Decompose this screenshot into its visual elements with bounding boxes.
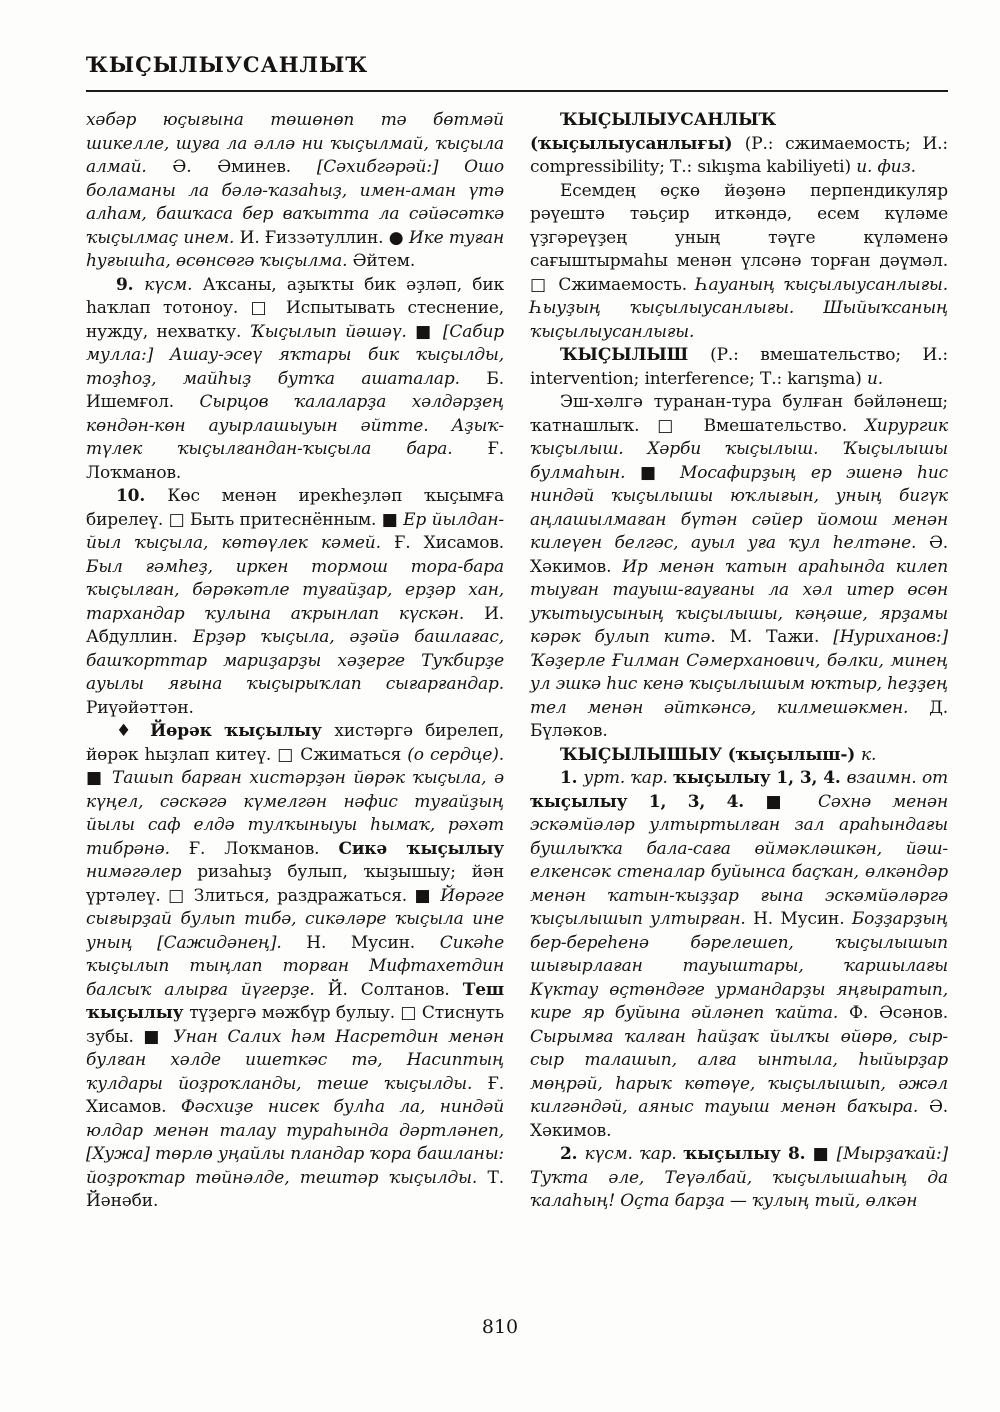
- text-run: Ерҙәр ҡыҫыла, әҙәйә башлағас, башҡорттар мариҙарҙы хәҙерге Туҡбирҙе ауылы яғына ҡыҫырыҡлап сығарғандар.: [86, 627, 504, 694]
- text-run: (Р.: вмешательство; И.: intervention; interference; Т.: karışma): [530, 345, 948, 389]
- text-run: Ҡыҫылып йәшәү.: [249, 321, 416, 342]
- text-run: [Сабир мулла:] Ашау-эсеү яҡтары бик ҡыҫылды, тоҙһоҙ, майһыҙ бутҡа ашаталар.: [86, 321, 504, 389]
- dictionary-paragraph: [530, 767, 948, 1143]
- text-run: күсм. ҡар.: [584, 1144, 684, 1164]
- text-run: ■: [812, 1144, 837, 1164]
- text-run: Боҙҙарҙың бер-береһенә бәрелешеп, ҡыҫылышып шығырлаған тауыштары, ҡаршылағы Күктау өҫтөндәге урмандарҙы яңғыратып, кире яр буйына әйләнеп ҡайта.: [530, 909, 948, 1023]
- text-run: Йөрәге сығырҙай булып тибә, сикәләре ҡыҫыла ине уның [Сажидәнең].: [86, 885, 504, 953]
- text-run: и.: [866, 368, 884, 389]
- text-run: Эш-хәлгә туранан-тура булған бәйләнеш; ҡатнашлыҡ. □ Вмешательство.: [530, 392, 948, 436]
- text-run: Көс менән ирекһеҙләп ҡыҫымға бирелеү. □ Быть притеснённым. ■: [86, 486, 504, 530]
- text-run: 9.: [116, 274, 145, 295]
- text-run: (о сердце).: [407, 744, 504, 765]
- text-run: Йөрәк ҡыҫылыу: [150, 721, 335, 741]
- text-run: Сәхнә менән эскәмйәләр ултыртылған зал араһындағы бушлыҡҡа бала-саға өймәкләшкән, йәш-елкенсәк стеналар буйынса баҫҡан, өлкәндәр менән ҡатын-ҡыҙҙар ғына эскәмйәләргә ҡыҫылышып ултырған.: [530, 791, 948, 929]
- right-column: [530, 109, 948, 1309]
- text-run: хистәргә бирелеп, йөрәк һыҙлап китеү. □ Сжиматься: [86, 721, 504, 765]
- text-run: [Мырҙаҡай:] Туҡта әле, Теүәлбай, ҡыҫылышаһың да ҡалаһың! Оҫта барҙа — ҡулың тый, өлкән: [530, 1144, 948, 1211]
- dictionary-paragraph: [530, 391, 948, 744]
- text-run: И. Абдуллин.: [86, 603, 504, 647]
- text-run: Ташып барған хистәрҙән йөрәк ҡыҫыла, ә күңел, сәскәгә күмелгән нәфис туғайҙың йылы саф елдә тулҡыныуы һымаҡ, рәхәт тибрәнә.: [86, 768, 504, 859]
- text-run: ■: [765, 791, 819, 812]
- text-run: Ә. Хәкимов.: [530, 533, 948, 577]
- text-run: ризаһыҙ булып, ҡыҙышыу; йән үртәлеү. □ Злиться, раздражаться. ■: [86, 862, 505, 906]
- text-run: Ике туған һуғышһа, өсөнсөгә ҡыҫылма.: [86, 227, 504, 271]
- text-run: ♦: [116, 721, 151, 741]
- text-run: [Нуриханов:] Ҡәҙерле Ғилман Сәмерханович, бәлки, минең ул эшкә һис кенә ҡыҫылышым юҡтыр, һеҙҙең тел менән әйткәнсә, килмешәкмен.: [530, 627, 948, 718]
- page-number: 810: [481, 1316, 519, 1338]
- text-run: түҙергә мәжбүр булыу. □ Стиснуть зубы. ■: [86, 1003, 504, 1047]
- text-run: ҠЫҪЫЛЫУСАНЛЫҠ (ҡыҫылыусанлығы): [530, 110, 776, 154]
- text-run: к.: [860, 744, 877, 765]
- text-run: Фәсхиҙе нисек булһа ла, ниндәй юлдар менән талау тураһында дәртләнеп, [Хужа] төрлө уңайлы пландар ҡора башланы: йоҙроҡтар төйнәлде, тештәр ҡыҫылды.: [86, 1097, 504, 1188]
- text-run: взаимн. от: [846, 768, 948, 788]
- header-rule: [86, 90, 948, 92]
- text-run: ҠЫҪЫЛЫШ: [560, 345, 711, 365]
- text-run: ■: [415, 321, 443, 342]
- text-run: Т. Йәнәби.: [86, 1167, 504, 1211]
- text-run: Сикә ҡыҫылыу: [338, 838, 504, 859]
- text-run: Есемдең өҫкө йөҙөнә перпендикуляр рәүештә тәьҫир иткәндә, есем күләме үҙгәреүҙең уның тәүге күләменә сағыштырмаһы менән үлсәнә торған дәүмәл. □ Сжимаемость.: [530, 180, 948, 295]
- text-run: Һауаның ҡыҫылыусанлығы. Һыуҙың ҡыҫылыусанлығы. Шыйыҡсаның ҡыҫылыусанлығы.: [530, 274, 948, 342]
- text-run: М. Тажи.: [729, 627, 834, 647]
- dictionary-paragraph: [530, 109, 948, 180]
- text-columns: [86, 109, 948, 1309]
- dictionary-paragraph: [86, 720, 504, 1214]
- text-run: урт. ҡар.: [583, 768, 674, 788]
- text-run: Ер йылдан-йыл ҡыҫыла, көтөүлек кәмей.: [86, 509, 504, 553]
- text-run: ҠЫҪЫЛЫШЫУ (ҡыҫылыш-): [560, 744, 861, 765]
- text-run: Д. Бүләков.: [530, 697, 948, 741]
- text-run: Ғ. Лоҡманов.: [86, 439, 504, 483]
- text-run: Ғ. Хисамов.: [86, 1073, 504, 1117]
- text-run: 10.: [116, 486, 168, 506]
- text-run: Хирургик ҡыҫылыш. Хәрби ҡыҫылыш. Ҡыҫылышы булмаһын.: [530, 415, 948, 483]
- text-run: Риүәйәттән.: [86, 697, 194, 718]
- text-run: күсм.: [144, 274, 203, 295]
- text-run: И. Ғиззәтуллин. ●: [239, 227, 409, 248]
- text-run: [Сәхибгәрәй:] Ошо боламаны ла бәлә-ҡазаһыҙ, имен-аман үтә алһам, башҡаса бер ваҡытта ла сәйәсәткә ҡыҫылмаҫ инем.: [86, 157, 504, 248]
- text-run: ҡыҫылыу 1, 3, 4.: [530, 791, 766, 812]
- text-run: ■: [86, 768, 112, 788]
- text-run: Был ғәмһеҙ, иркен тормош тора-бара ҡыҫылған, бәрәкәтле туғайҙар, ерҙәр хан, тархандар ҡулына аҡрынлап күскән.: [86, 556, 504, 624]
- dictionary-paragraph: [86, 274, 504, 486]
- text-run: Сикәһе ҡыҫылып тыңлап торған Мифтахетдин балсыҡ алырға йүгерҙе.: [86, 932, 504, 1000]
- text-run: ҡыҫылыу 8.: [683, 1144, 813, 1164]
- text-run: Теш ҡыҫылыу: [86, 979, 504, 1023]
- dictionary-paragraph: [530, 744, 948, 768]
- text-run: ҡыҫылыу 1, 3, 4.: [673, 768, 847, 788]
- text-run: Сырымға ҡалған һайҙаҡ йылҡы өйөрө, сыр-сыр талашып, алға ынтыла, һыйырҙар мөңрәй, һарыҡ көтөүе, ҡыҫылышып, әжәл килгәндәй, аяныс тауыш менән баҡыра.: [530, 1026, 948, 1117]
- text-run: Ғ. Хисамов.: [394, 533, 505, 553]
- text-run: Ә. Хәкимов.: [530, 1097, 948, 1141]
- text-run: Н. Мусин.: [753, 909, 852, 929]
- text-run: Ғ. Лоҡманов.: [188, 838, 339, 859]
- text-run: Й. Солтанов.: [327, 979, 463, 1000]
- dictionary-paragraph: [86, 109, 504, 274]
- text-run: Ә. Әминев.: [172, 157, 317, 177]
- text-run: Әйтем.: [352, 251, 416, 271]
- text-run: Сырцов ҡалаларҙа хәлдәрҙең көндән-көн ауырлашыуын әйтте. Аҙыҡ-түлек ҡыҫылғандан-ҡыҫыла бара.: [86, 392, 504, 459]
- dictionary-paragraph: [530, 180, 948, 345]
- text-run: Ф. Әсәнов.: [848, 1003, 948, 1023]
- text-run: нимәгәлер: [86, 862, 198, 882]
- text-run: и. физ.: [856, 157, 916, 177]
- text-run: хәбәр юҫығына төшөнөп тә бөтмәй шикелле, шуға ла әллә ни ҡыҫылмай, ҡыҫыла алмай.: [86, 110, 504, 177]
- text-run: Аҡсаны, аҙыҡты бик әҙләп, бик һаҡлап тотоноу. □ Испытывать стеснение, нужду, нехватку.: [86, 274, 504, 342]
- text-run: (Р.: сжимаемость; И.: compressibility; Т.: sıkışma kabiliyeti): [530, 133, 948, 177]
- dictionary-paragraph: [530, 344, 948, 391]
- text-run: Мосафирҙың ер эшенә һис ниндәй ҡыҫылышы юҡлығын, уның бигүк аңлашылмаған бүтән сәйер йомош менән килеүен белгәс, ауыл уға ҡул һелтәне.: [530, 462, 948, 553]
- dictionary-paragraph: [530, 1143, 948, 1214]
- text-run: 2.: [560, 1144, 585, 1164]
- dictionary-paragraph: [86, 485, 504, 720]
- left-column: [86, 109, 504, 1309]
- text-run: Ир менән ҡатын араһында килеп тыуған тауыш-ғауғаны ла хәл итер өсөн уҡытыусының ҡыҫылышы, кәңәше, ярҙамы кәрәк булып китә.: [530, 556, 948, 647]
- text-run: ■: [640, 462, 681, 483]
- running-head: ҠЫҪЫЛЫУСАНЛЫҠ: [86, 52, 369, 77]
- text-run: Унан Салих һәм Насретдин менән булған хәлде ишеткәс тә, Насиптың ҡулдары йоҙроҡланды, теше ҡыҫылды.: [86, 1026, 504, 1094]
- text-run: Б. Ишемғол.: [86, 368, 504, 412]
- text-run: 1.: [560, 768, 584, 788]
- text-run: Н. Мусин.: [306, 932, 440, 953]
